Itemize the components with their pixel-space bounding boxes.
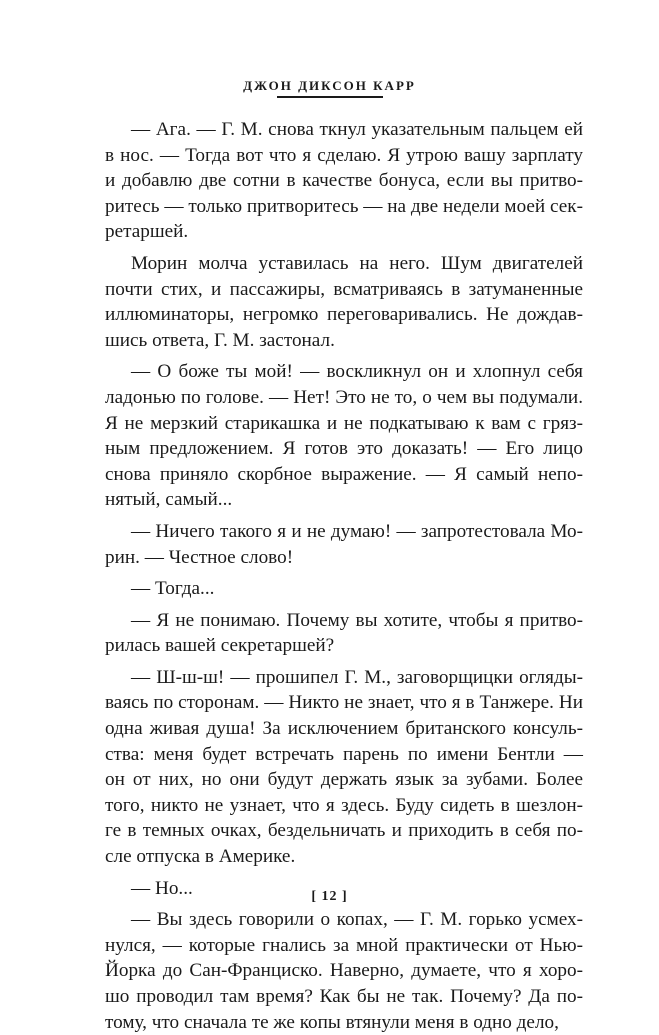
text-line: тому, что сначала те же копы втянули меня в одно дело, (105, 1011, 559, 1033)
text-line: Йорка до Сан-Франциско. Наверно, думаете, что я хоро- (105, 960, 583, 982)
text-line: — Тогда... (131, 578, 215, 600)
paragraph (105, 576, 583, 602)
text-line: ге в темных очках, бездельничать и приходить в себя по- (105, 820, 583, 842)
text-line: ства: меня будет встречать парень по имени Бентли — (105, 743, 583, 765)
text-line: Морин молча уставилась на него. Шум двигателей (131, 252, 583, 274)
paragraph (105, 117, 583, 245)
header-rule (277, 96, 383, 98)
paragraph (105, 907, 583, 1035)
paragraph (105, 519, 583, 570)
text-line: ладонью по голове. — Нет! Это не то, о чем вы подумали. (105, 386, 583, 408)
text-line: ритесь — только притворитесь — на две недели моей сек- (105, 195, 583, 217)
text-line: шо проводил там время? Как бы не так. Почему? Да по- (105, 986, 583, 1007)
text-line: — Ничего такого я и не думаю! — запротестовала Мо- (131, 520, 583, 542)
text-line: — Вы здесь говорили о копах, — Г. М. горько усмех- (131, 909, 583, 931)
text-line: одна живая душа! За исключением британского консуль- (105, 718, 583, 740)
text-line: ным предложением. Я готов это доказать! — Его лицо (105, 438, 583, 460)
paragraph (105, 608, 583, 659)
text-line: и добавлю две сотни в качестве бонуса, если вы притво- (105, 170, 583, 192)
text-line: — Ага. — Г. М. снова ткнул указательным пальцем ей (131, 119, 583, 140)
text-line: нулся, — которые гнались за мной практически от Нью- (105, 934, 583, 956)
text-line: он от них, но они будут держать язык за зубами. Более (105, 769, 583, 791)
text-line: сле отпуска в Америке. (105, 846, 296, 868)
text-line: ретаршей. (105, 221, 189, 243)
text-line: почти стих, и пассажиры, всматриваясь в затуманенные (105, 278, 583, 300)
page-number: [ 12 ] (311, 889, 348, 904)
text-line: рилась вашей секретаршей? (105, 635, 335, 657)
paragraph (105, 251, 583, 353)
text-line: иллюминаторы, негромко переговаривались. Не дождав- (105, 304, 583, 326)
text-line: того, никто не узнает, что я здесь. Буду сидеть в шезлон- (105, 794, 583, 816)
text-line: шись ответа, Г. М. застонал. (105, 329, 335, 351)
text-line: снова приняло скорбное выражение. — Я самый непо- (105, 463, 583, 485)
text-line: — Ш-ш-ш! — прошипел Г. М., заговорщицки огляды- (131, 666, 583, 688)
text-line: рин. — Честное слово! (105, 546, 294, 568)
text-line: в нос. — Тогда вот что я сделаю. Я утрою вашу зарплату (105, 144, 583, 166)
text-line: ваясь по сторонам. — Никто не знает, что я в Танжере. Ни (105, 692, 583, 714)
text-line: нятый, самый... (105, 489, 233, 511)
running-head: ДЖОН ДИКСОН КАРР (243, 78, 416, 93)
text-line: Я не мерзкий старикашка и не подкатываю к вам с гряз- (105, 412, 583, 434)
paragraph (105, 359, 583, 513)
text-line: — Но... (131, 877, 193, 899)
text-line: — Я не понимаю. Почему вы хотите, чтобы я притво- (131, 609, 583, 631)
text-line: — О боже ты мой! — воскликнул он и хлопнул себя (131, 361, 583, 383)
paragraph (105, 665, 583, 870)
